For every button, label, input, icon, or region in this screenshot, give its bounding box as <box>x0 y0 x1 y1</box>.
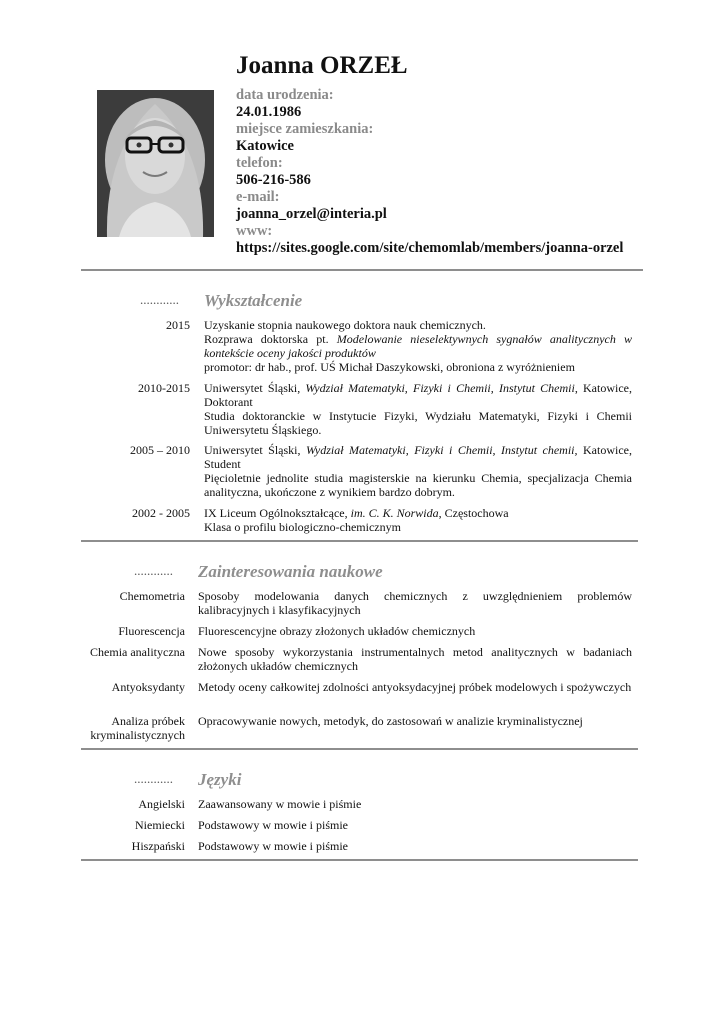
education-year: 2010-2015 <box>138 381 190 395</box>
section-dots: ............ <box>140 292 179 307</box>
faculty-name: Wydział Matematyki, Fizyki i Chemii, Instytut chemii, <box>306 443 578 457</box>
birth-date-value: 24.01.1986 <box>236 104 302 120</box>
section-dots: ............ <box>134 771 173 786</box>
thesis-prefix: Rozprawa doktorska pt. <box>204 332 337 346</box>
www-label: www: <box>236 223 273 239</box>
language-level: Podstawowy w mowie i piśmie <box>198 818 348 832</box>
education-year: 2002 - 2005 <box>132 506 190 520</box>
education-status: , Katowice, Doktorant <box>204 381 632 409</box>
interest-description: Sposoby modelowania danych chemicznych z uwzględnieniem problemów kalibracyjnych i klasyfikacyjnych <box>198 589 632 617</box>
divider-languages <box>81 859 638 861</box>
education-line: Pięcioletnie jednolite studia magisterskie na kierunku Chemia, specjalizacja Chemia analityczna, ukończone z wynikiem bardzo dobrym. <box>204 471 632 499</box>
www-link[interactable]: https://sites.google.com/site/chemomlab/members/joanna-orzel <box>236 240 624 256</box>
residence-value: Katowice <box>236 138 294 154</box>
university-name: Uniwersytet Śląski, <box>204 443 306 457</box>
interests-title: Zainteresowania naukowe <box>198 562 383 581</box>
education-line: Studia doktoranckie w Instytucie Fizyki, Wydziału Matematyki, Fizyki i Chemii Uniwersytetu Śląskiego. <box>204 409 632 437</box>
language-name: Niemiecki <box>135 818 185 832</box>
divider-education <box>81 540 638 542</box>
interest-description: Fluorescencyjne obrazy złożonych układów chemicznych <box>198 624 476 638</box>
university-name: Uniwersytet Śląski, <box>204 381 306 395</box>
interest-description: Metody oceny całkowitej zdolności antyoksydacyjnej próbek modelowych i spożywczych <box>198 680 632 694</box>
divider-interests <box>81 748 638 750</box>
birth-date-label: data urodzenia: <box>236 87 334 103</box>
thesis-title: Modelowanie nieselektywnych sygnałów analitycznych w kontekście oceny jakości produktów <box>204 332 632 360</box>
education-status: Katowice, Student <box>204 443 632 471</box>
section-dots: ............ <box>134 563 173 578</box>
interest-label: Antyoksydanty <box>111 680 185 694</box>
languages-title: Języki <box>198 770 242 789</box>
residence-label: miejsce zamieszkania: <box>236 121 374 137</box>
school-name: IX Liceum Ogólnokształcące, <box>204 506 351 520</box>
person-name: Joanna ORZEŁ <box>236 52 408 79</box>
language-level: Podstawowy w mowie i piśmie <box>198 839 348 853</box>
faculty-name: Wydział Matematyki, Fizyki i Chemii, Instytut Chemii <box>305 381 575 395</box>
education-line: promotor: dr hab., prof. UŚ Michał Daszykowski, obroniona z wyróżnieniem <box>204 360 575 374</box>
interest-label: Chemometria <box>119 589 185 603</box>
phone-value: 506-216-586 <box>236 172 311 188</box>
personal-info <box>236 87 623 257</box>
interest-label: Fluorescencja <box>118 624 185 638</box>
education-line: Uzyskanie stopnia naukowego doktora nauk chemicznych. <box>204 318 486 332</box>
language-name: Hiszpański <box>131 839 185 853</box>
email-label: e-mail: <box>236 189 280 205</box>
phone-label: telefon: <box>236 155 283 171</box>
divider-header <box>81 269 643 271</box>
email-value[interactable]: joanna_orzel@interia.pl <box>236 206 387 222</box>
school-patron: im. C. K. Norwida <box>350 506 439 520</box>
education-line: Klasa o profilu biologiczno-chemicznym <box>204 520 401 534</box>
education-year: 2005 – 2010 <box>130 443 190 457</box>
interest-description: Nowe sposoby wykorzystania instrumentalnych metod analitycznych w badaniach złożonych układów chemicznych <box>198 645 632 673</box>
language-name: Angielski <box>138 797 185 811</box>
profile-photo <box>97 90 214 237</box>
interest-label: Chemia analityczna <box>90 645 185 659</box>
interest-description: Opracowywanie nowych, metodyk, do zastosowań w analizie kryminalistycznej <box>198 714 583 728</box>
interest-label: Analiza próbek kryminalistycznych <box>90 714 185 742</box>
school-city: , Częstochowa <box>438 506 509 520</box>
education-year: 2015 <box>166 318 190 332</box>
education-title: Wykształcenie <box>204 291 303 310</box>
language-level: Zaawansowany w mowie i piśmie <box>198 797 362 811</box>
